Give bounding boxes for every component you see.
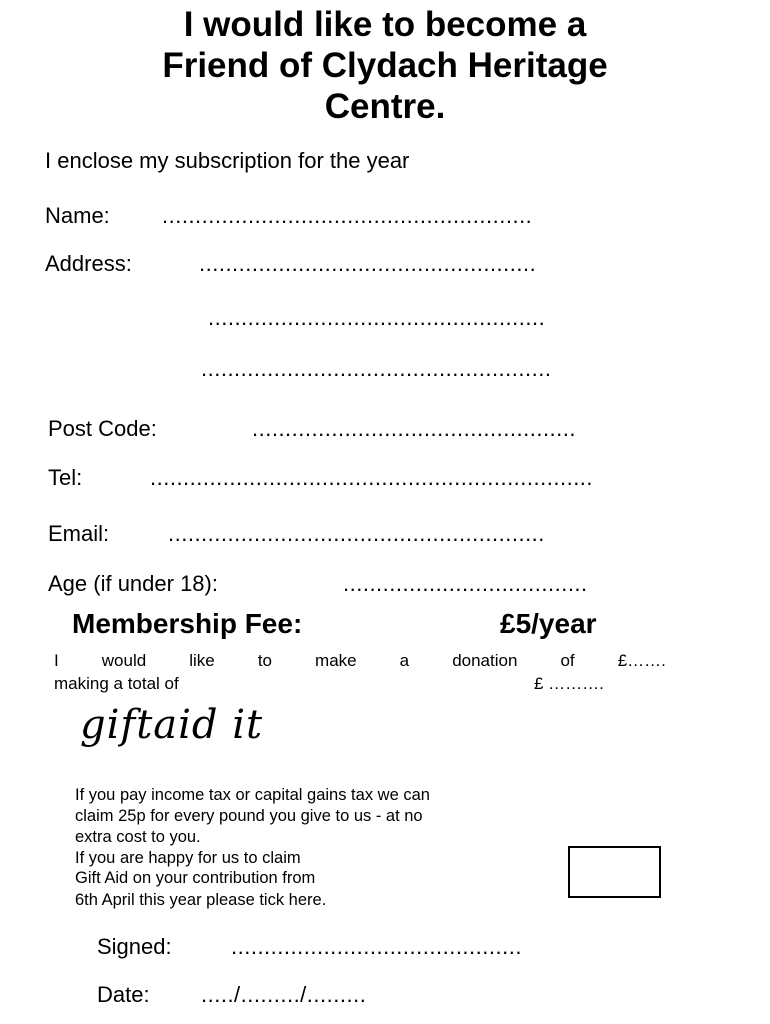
address-field-2[interactable]: ................................................... — [208, 305, 546, 330]
giftaid-text-4: If you are happy for us to claim — [75, 849, 301, 867]
total-field[interactable]: £ ………. — [534, 674, 604, 693]
email-label: Email: — [48, 521, 110, 546]
giftaid-text-1: If you pay income tax or capital gains tax we can — [75, 786, 430, 804]
address-field-1[interactable]: ................................................... — [199, 251, 537, 276]
giftaid-text-3: extra cost to you. — [75, 828, 201, 846]
membership-fee-label: Membership Fee: — [72, 608, 303, 639]
intro-text: I enclose my subscription for the year — [45, 148, 410, 173]
donation-word: to — [257, 651, 272, 670]
donation-word: donation — [452, 651, 518, 670]
signed-label: Signed: — [97, 934, 172, 959]
donation-word: of — [560, 651, 575, 670]
form-title — [0, 4, 770, 127]
address-label: Address: — [45, 251, 132, 276]
age-field[interactable]: ..................................... — [343, 571, 588, 596]
membership-fee-price: £5/year — [500, 608, 597, 639]
signature-field[interactable]: ............................................ — [231, 934, 522, 959]
giftaid-logo: giftaid it — [80, 702, 264, 748]
date-field[interactable]: ...../........./......... — [201, 982, 367, 1007]
donation-word: make — [315, 651, 357, 670]
donation-word: a — [399, 651, 410, 670]
title-line-3: Centre. — [324, 87, 446, 126]
title-line-2: Friend of Clydach Heritage — [162, 46, 608, 85]
donation-amount-field[interactable]: £……. — [617, 651, 666, 670]
title-line-1: I would like to become a — [183, 5, 587, 44]
name-label: Name: — [45, 203, 110, 228]
age-label: Age (if under 18): — [48, 571, 218, 596]
postcode-label: Post Code: — [48, 416, 157, 441]
giftaid-tick-box[interactable] — [568, 846, 661, 898]
giftaid-text-6: 6th April this year please tick here. — [75, 891, 327, 909]
donation-word: I — [54, 651, 59, 670]
giftaid-text-2: claim 25p for every pound you give to us - at no — [75, 807, 423, 825]
address-field-3[interactable]: ..................................................... — [201, 356, 552, 381]
donation-line — [54, 651, 666, 671]
name-field[interactable]: ........................................................ — [162, 203, 533, 228]
donation-word: like — [189, 651, 215, 670]
total-label: making a total of — [54, 674, 179, 693]
giftaid-text-5: Gift Aid on your contribution from — [75, 869, 316, 887]
date-label: Date: — [97, 982, 150, 1007]
tel-label: Tel: — [48, 465, 83, 490]
tel-field[interactable]: ................................................................... — [150, 465, 594, 490]
donation-word: would — [101, 651, 147, 670]
email-field[interactable]: ......................................................... — [168, 521, 545, 546]
postcode-field[interactable]: ................................................. — [252, 416, 577, 441]
